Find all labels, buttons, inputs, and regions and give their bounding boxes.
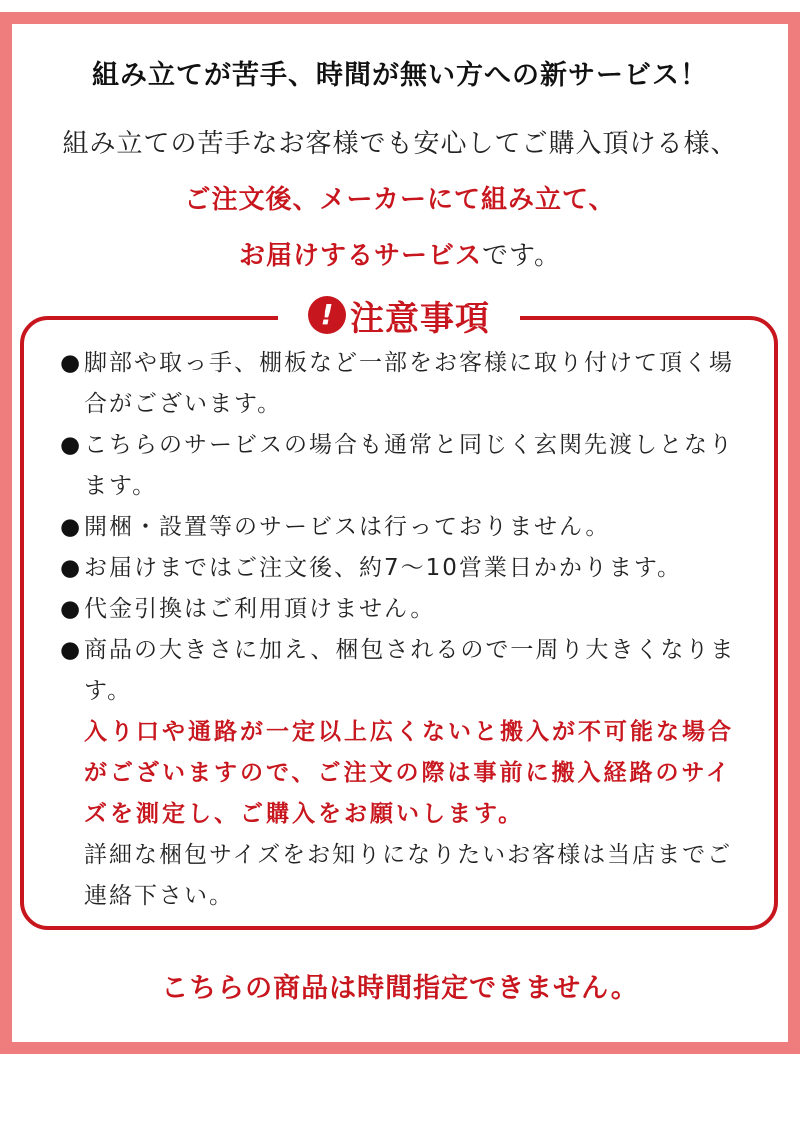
intro-line-3-end: です。 <box>482 241 561 271</box>
notice-item-text: 脚部や取っ手、棚板など一部をお客様に取り付けて頂く場合がございます。 <box>84 350 734 417</box>
packing-size-inquiry: 詳細な梱包サイズをお知りになりたいお客様は当店までご連絡下さい。 <box>84 842 733 909</box>
bullet-icon: ● <box>60 555 83 581</box>
bullet-icon: ● <box>60 514 83 540</box>
bullet-icon: ● <box>60 596 83 622</box>
notice-item <box>60 630 750 712</box>
no-time-designation-note: こちらの商品は時間指定できません。 <box>161 973 639 1004</box>
notice-list <box>60 343 750 917</box>
exclamation-icon: ! <box>308 296 346 334</box>
notice-item-text: 商品の大きさに加え、梱包されるので一周り大きくなります。 <box>84 637 736 704</box>
notice-item-text: お届けまではご注文後、約7～10営業日かかります。 <box>84 555 683 581</box>
carry-in-warning: 入り口や通路が一定以上広くないと搬入が不可能な場合がございますので、ご注文の際は事前に搬入経路のサイズを測定し、ご購入をお願いします。 <box>84 719 734 827</box>
notice-item-text: 開梱・設置等のサービスは行っておりません。 <box>84 514 611 540</box>
notice-item-text: こちらのサービスの場合も通常と同じく玄関先渡しとなります。 <box>84 432 734 499</box>
headline: 組み立てが苦手、時間が無い方への新サービス！ <box>92 60 708 91</box>
notice-item <box>60 548 750 589</box>
notice-item-text: 代金引換はご利用頂けません。 <box>84 596 436 622</box>
notice-item <box>60 425 750 507</box>
bullet-icon: ● <box>60 637 83 663</box>
notice-item <box>60 507 750 548</box>
bullet-icon: ● <box>60 432 83 458</box>
bullet-icon: ● <box>60 350 83 376</box>
notice-title <box>278 290 520 340</box>
notice-item <box>60 589 750 630</box>
intro-line-3 <box>0 228 800 284</box>
intro-service-highlight: お届けするサービス <box>239 241 483 271</box>
intro-line-1: 組み立ての苦手なお客様でも安心してご購入頂ける様、 <box>62 129 738 159</box>
notice-item <box>60 343 750 425</box>
intro-text <box>0 116 800 284</box>
intro-line-2: ご注文後、メーカーにて組み立て、 <box>184 185 616 215</box>
notice-title-text: 注意事項 <box>350 298 490 339</box>
